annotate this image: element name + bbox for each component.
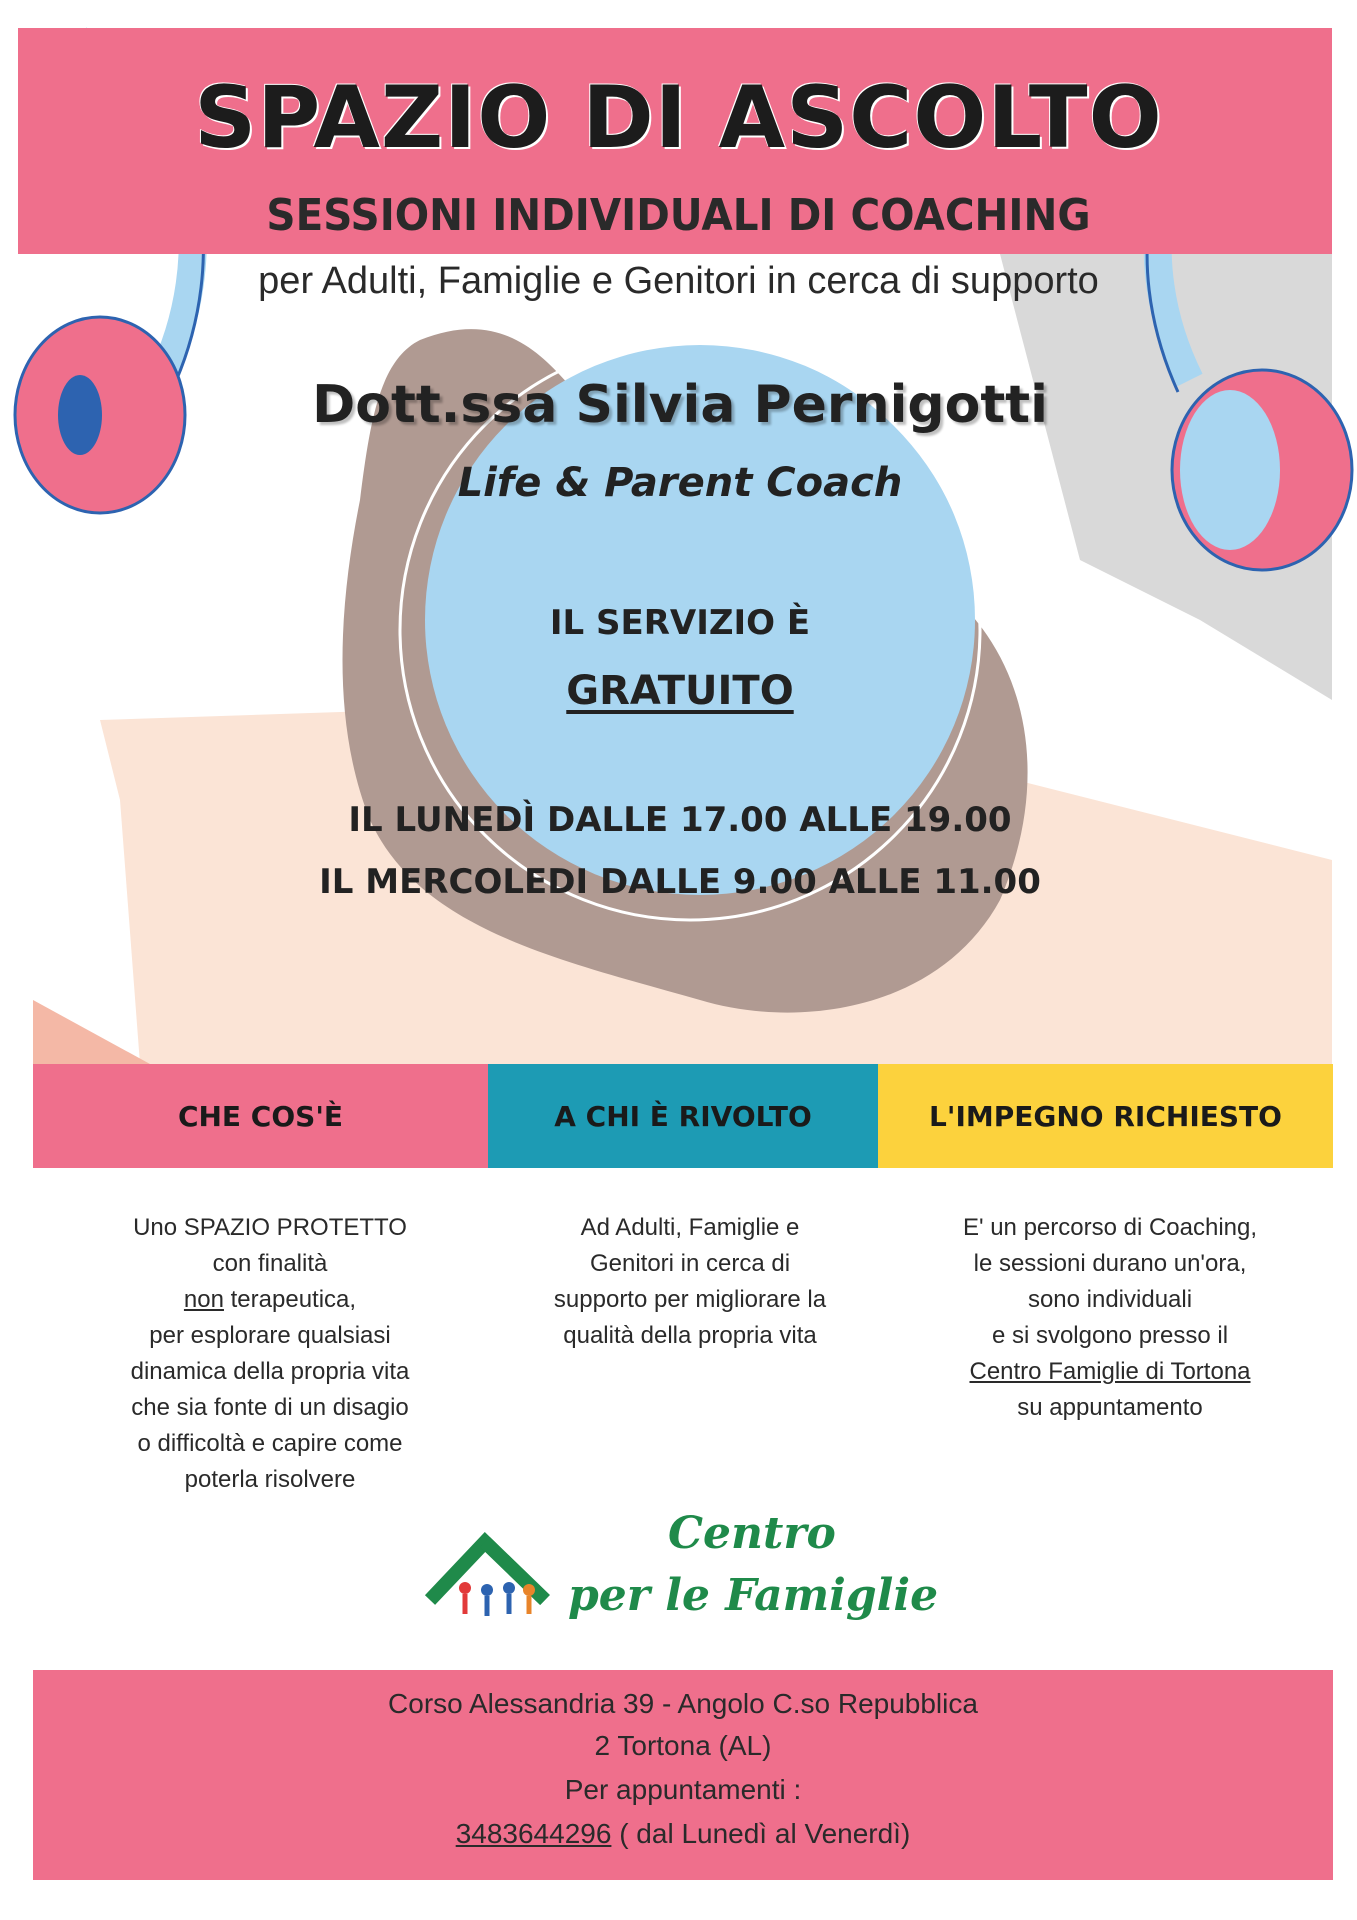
coach-name: Dott.ssa Silvia Pernigotti xyxy=(312,375,1048,435)
heading-what-is-it: CHE COS'È xyxy=(33,1064,488,1168)
service-value: GRATUITO xyxy=(566,668,794,714)
text-line: E' un percorso di Coaching, xyxy=(962,1214,1258,1241)
underlined-word: non xyxy=(183,1286,224,1313)
logo-text-line2: per le Famiglie xyxy=(568,1570,939,1621)
flyer-subtitle: SESSIONI INDIVIDUALI DI COACHING xyxy=(266,190,1091,241)
footer-appointments-label: Per appuntamenti : xyxy=(564,1774,802,1805)
text-line: o difficoltà e capire come xyxy=(137,1430,403,1457)
text-line: sono individuali xyxy=(1027,1286,1193,1313)
text-line: che sia fonte di un disagio xyxy=(131,1394,409,1421)
contact-hours: ( dal Lunedì al Venerdì) xyxy=(611,1818,911,1849)
headphone-right-cushion xyxy=(1180,390,1280,550)
house-logo-icon xyxy=(425,1530,555,1630)
peach-corner-shape xyxy=(33,1000,150,1064)
section-headings xyxy=(33,1064,1333,1168)
schedule-wednesday: IL MERCOLEDI DALLE 9.00 ALLE 11.00 xyxy=(319,862,1041,902)
text-line: e si svolgono presso il xyxy=(991,1322,1229,1349)
flyer-tagline: per Adulti, Famiglie e Genitori in cerca di supporto xyxy=(258,260,1099,302)
text-line: Genitori in cerca di xyxy=(589,1250,791,1277)
text-rest: terapeutica, xyxy=(223,1286,357,1313)
text-line-underlined: Centro Famiglie di Tortona xyxy=(969,1358,1251,1385)
heading-target-audience: A CHI È RIVOLTO xyxy=(488,1064,878,1168)
coach-role: Life & Parent Coach xyxy=(457,460,903,506)
section-target-audience-text xyxy=(510,1210,870,1354)
section-what-is-it-text xyxy=(100,1210,440,1498)
footer-city: 2 Tortona (AL) xyxy=(594,1730,772,1761)
text-line: con finalità xyxy=(212,1250,328,1277)
text-line: Uno SPAZIO PROTETTO xyxy=(133,1214,407,1241)
text-line: su appuntamento xyxy=(1017,1394,1203,1421)
headphone-left-cushion xyxy=(58,375,102,455)
text-line: le sessioni durano un'ora, xyxy=(973,1250,1247,1277)
text-line: dinamica della propria vita xyxy=(130,1358,410,1385)
footer-address: Corso Alessandria 39 - Angolo C.so Repubblica xyxy=(388,1688,978,1719)
logo-text-line1: Centro xyxy=(668,1508,836,1559)
text-line: Ad Adulti, Famiglie e xyxy=(580,1214,800,1241)
section-commitment-text xyxy=(920,1210,1300,1426)
heading-commitment: L'IMPEGNO RICHIESTO xyxy=(878,1064,1333,1168)
flyer-title: SPAZIO DI ASCOLTO xyxy=(194,68,1163,168)
phone-number[interactable]: 3483644296 xyxy=(455,1818,612,1849)
footer-contact xyxy=(33,1818,1333,1850)
text-line xyxy=(100,1282,440,1318)
text-line: qualità della propria vita xyxy=(563,1322,817,1349)
text-line: supporto per migliorare la xyxy=(553,1286,827,1313)
schedule-monday: IL LUNEDÌ DALLE 17.00 ALLE 19.00 xyxy=(348,800,1012,840)
text-line: poterla risolvere xyxy=(184,1466,356,1493)
service-label: IL SERVIZIO È xyxy=(549,603,811,643)
text-line: per esplorare qualsiasi xyxy=(149,1322,391,1349)
